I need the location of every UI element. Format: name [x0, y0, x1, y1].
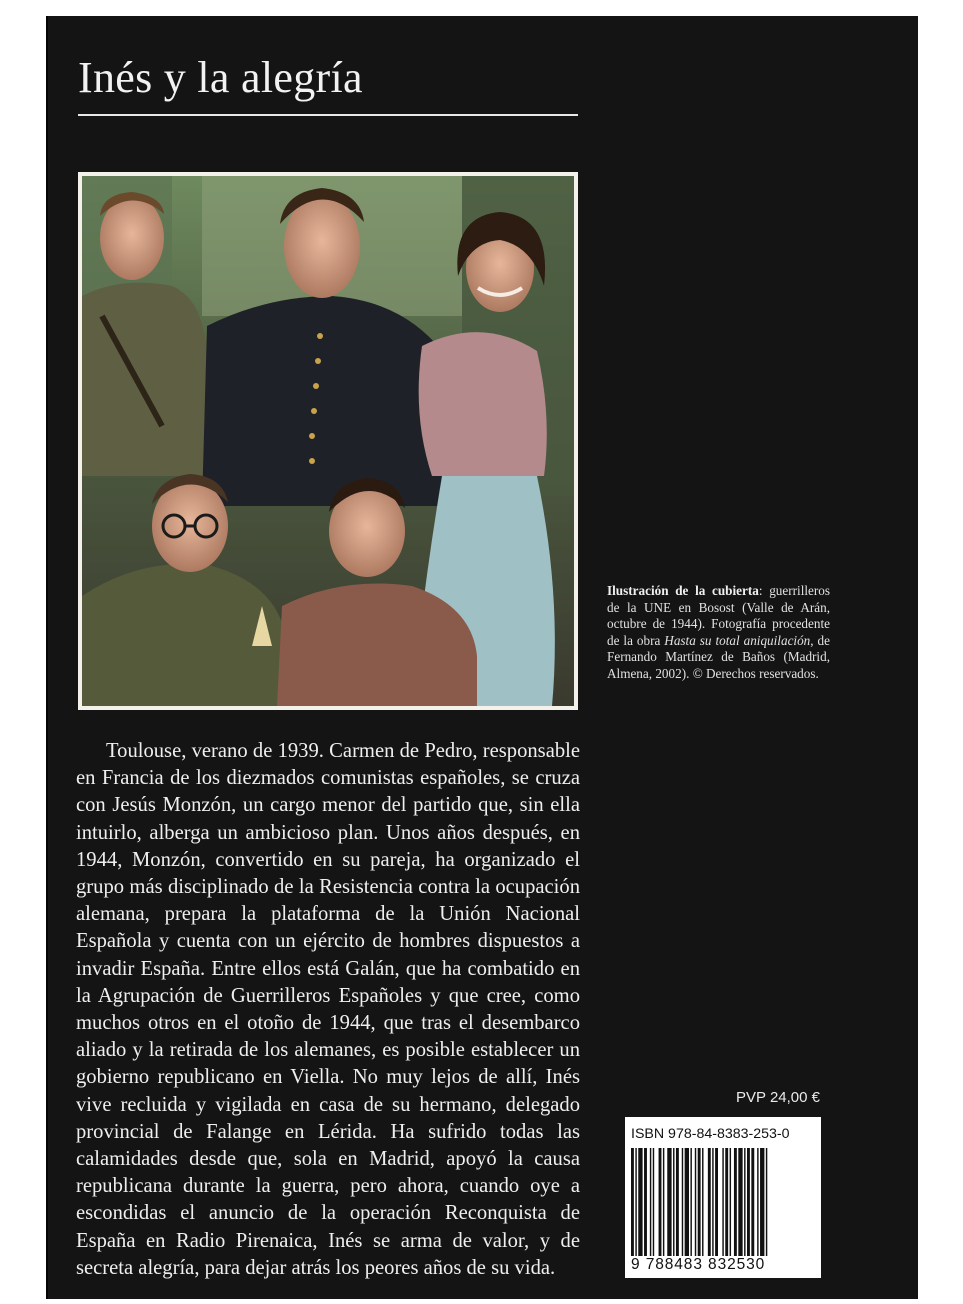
isbn-label: ISBN 978-84-8383-253-0: [631, 1126, 790, 1142]
caption-work-title: Hasta su total aniquilación: [664, 632, 811, 648]
caption-rest: , de Fernando Martínez de Baños (Madrid, Almena, 2002). © Derechos reservados.: [607, 632, 830, 681]
cover-illustration-caption: [607, 583, 830, 683]
synopsis-text: Toulouse, verano de 1939. Carmen de Pedro, responsable en Francia de los diezmados comunistas españoles, se cruza con Jesús Monzón, un cargo menor del partido que, sin ella intuirlo, alberga un ambicioso plan. Unos años después, en 1944, Monzón, convertido en su pareja, ha organizado el grupo más disciplinado de la Resistencia contra la ocupación alemana, prepara la plataforma de la Unión Nacional Española y cuenta con un ejército de hombres dispuestos a invadir España. Entre ellos está Galán, que ha combatido en la Agrupación de Guerrilleros Españoles y que cree, como muchos otros en el otoño de 1944, que tras el desembarco aliado y la retirada de los alemanes, es posible establecer un gobierno republicano en Viella. No muy lejos de allí, Inés vive recluida y vigilada en casa de su hermano, delegado provincial de Falange en Lérida. Ha sufrido todas las calamidades desde que, sola en Madrid, apoyó la causa republicana durante la guerra, pero ahora, cuando oye a escondidas el anuncio de la operación Reconquista de España en Radio Pirenaica, Inés se arma de valor, y de secreta alegría, para dejar atrás los peores años de su vida.: [76, 740, 580, 1279]
barcode-digits: 9 788483 832530: [631, 1256, 766, 1273]
book-title: Inés y la alegría: [78, 53, 363, 102]
isbn-barcode-block: [625, 1117, 821, 1278]
caption-lead: Ilustración de la cubierta: [607, 583, 759, 598]
guerrilla-group-photo: [82, 176, 574, 706]
barcode-icon: [631, 1148, 815, 1256]
title-rule: [78, 114, 578, 116]
cover-photo: [78, 172, 578, 710]
price-label: PVP 24,00 €: [736, 1089, 820, 1106]
caption-text: : guerrilleros de la UNE en Bosost (Valle de Arán, octubre de 1944). Fotografía procedente de la obra: [607, 583, 830, 648]
